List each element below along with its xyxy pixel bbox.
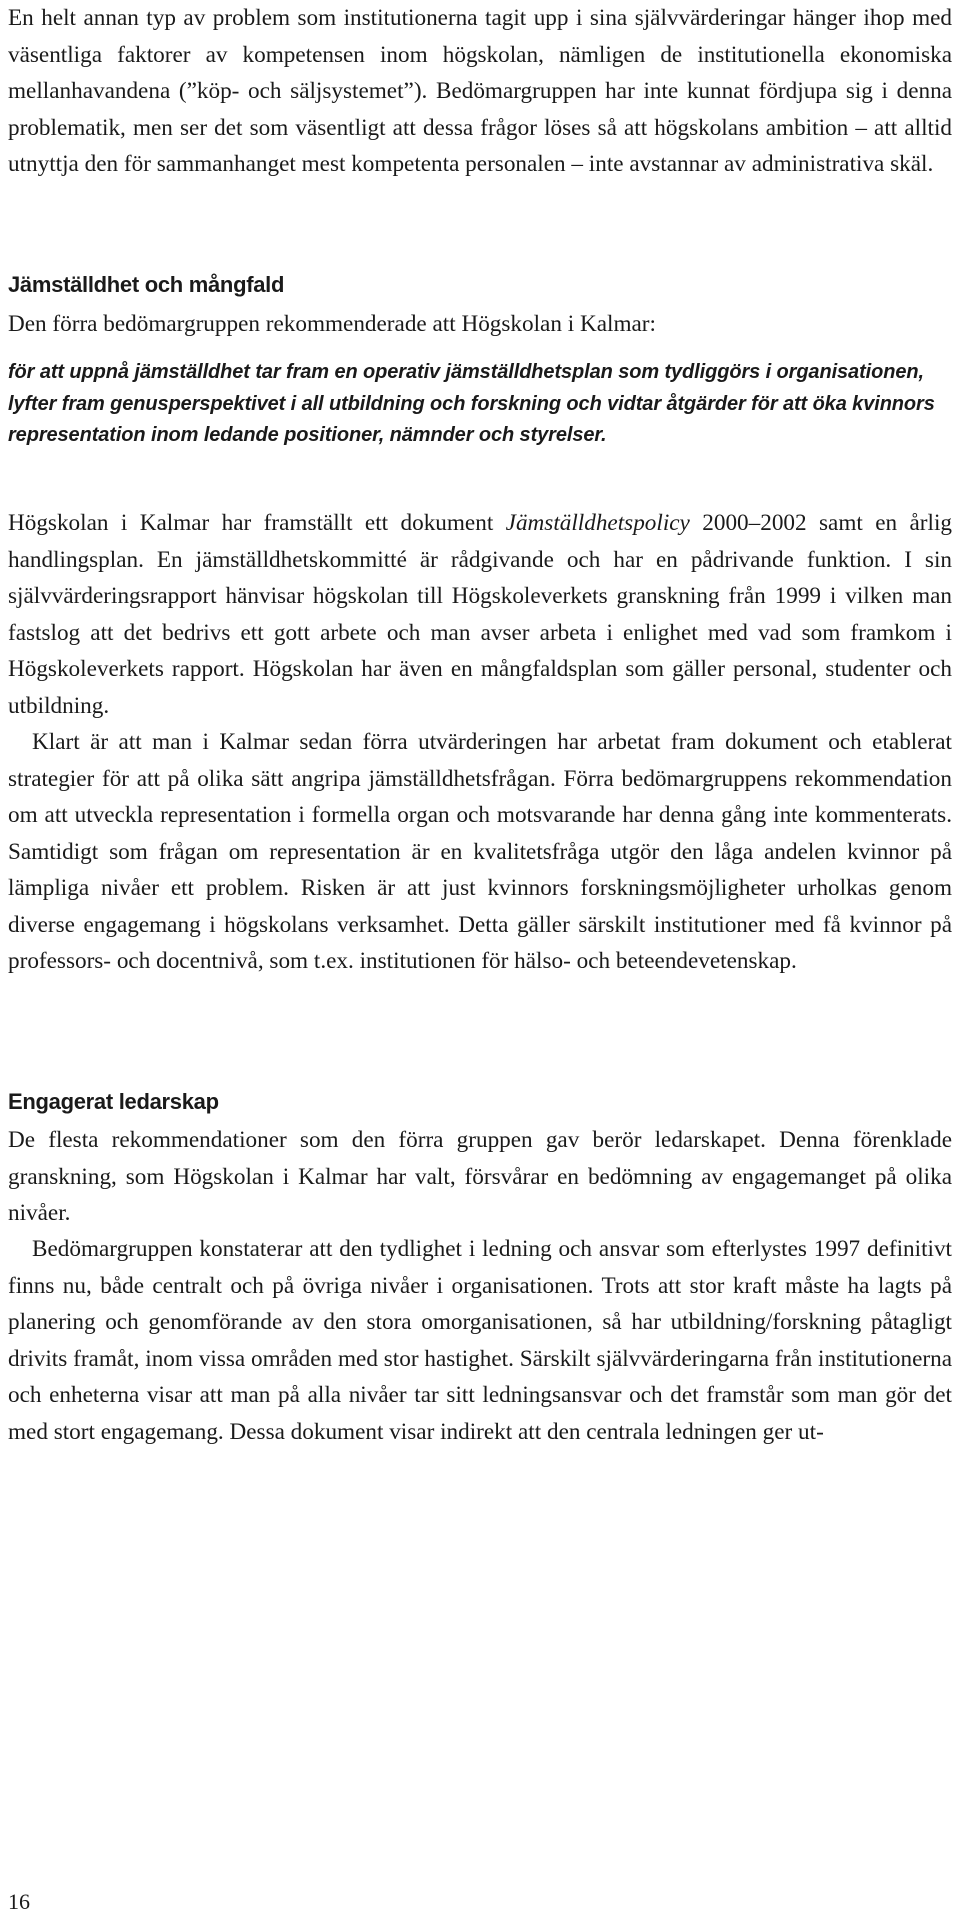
gender-paragraph-1-text-a: Högskolan i Kalmar har framställt ett dokument [8, 510, 506, 536]
gender-paragraph-2: Klart är att man i Kalmar sedan förra utvärderingen har arbetat fram dokument och etablerat strategier för att på olika sätt angripa jämställdhetsfrågan. Förra bedömargruppens rekommendation om att utveckla representation i formella organ och motsvarande har denna gång inte kommenterats. Samtidigt som frågan om representation är en kvalitetsfråga utgör den låga andelen kvinnor på lämpliga nivåer ett problem. Risken är att just kvinnors forskningsmöjligheter urholkas genom diverse engagemang i högskolans verksamhet. Detta gäller särskilt institutioner med få kvinnor på professors- och docentnivå, som t.ex. institutionen för hälso- och beteendevetenskap. [8, 729, 952, 974]
section-heading-gender-equality: Jämställdhet och mångfald [8, 272, 285, 297]
policy-document-title: Jämställdhetspolicy [505, 510, 690, 536]
page-number: 16 [8, 1889, 30, 1914]
gender-lead-text: Den förra bedömargruppen rekommenderade att Högskolan i Kalmar: [8, 311, 656, 337]
section-heading-leadership: Engagerat ledarskap [8, 1089, 219, 1114]
gender-recommendation-quote: för att uppnå jämställdhet tar fram en operativ jämställdhetsplan som tydliggörs i organisationen, lyfter fram genusperspektivet i all utbildning och forskning och vidtar åtgärder för att öka kvinnors representation inom ledande positioner, nämnder och styrelser. [8, 361, 935, 446]
gender-paragraph-1 [8, 505, 952, 724]
leadership-paragraph-2: Bedömargruppen konstaterar att den tydlighet i ledning och ansvar som efterlystes 1997 definitivt finns nu, både centralt och på övriga nivåer i organisationen. Trots att stor kraft måste ha lagts på planering och genomförande av den stora omorganisationen, så har utbildning/forskning påtagligt drivits framåt, inom vissa områden med stor hastighet. Särskilt självvärderingarna från institutionerna och enheterna visar att man på alla nivåer tar sitt ledningsansvar och det framstår som man gör det med stort engagemang. Dessa dokument visar indirekt att den centrala ledningen ger ut- [8, 1236, 952, 1445]
intro-paragraph: En helt annan typ av problem som institutionerna tagit upp i sina självvärderingar hänger ihop med väsentliga faktorer av kompetensen inom högskolan, nämligen de institutionella ekonomiska mellanhavandena (”köp- och säljsystemet”). Bedömargruppen har inte kunnat fördjupa sig i denna problematik, men ser det som väsentligt att dessa frågor löses så att högskolans ambition – att alltid utnyttja den för sammanhanget mest kompetenta personalen – inte avstannar av administrativa skäl. [8, 5, 952, 177]
gender-paragraph-1-text-b: 2000–2002 samt en årlig handlingsplan. En jämställdhetskommitté är rådgivande och har en pådrivande funktion. I sin självvärderingsrapport hänvisar högskolan till Högskoleverkets granskning från 1999 i vilken man fastslog att det bedrivs ett gott arbete och man avser arbeta i enlighet med vad som framkom i Högskoleverkets rapport. Högskolan har även en mångfaldsplan som gäller personal, studenter och utbildning. [8, 510, 952, 719]
leadership-paragraph-1: De flesta rekommendationer som den förra gruppen gav berör ledarskapet. Denna förenklade granskning, som Högskolan i Kalmar har valt, försvårar en bedömning av engagemanget på olika nivåer. [8, 1127, 952, 1226]
